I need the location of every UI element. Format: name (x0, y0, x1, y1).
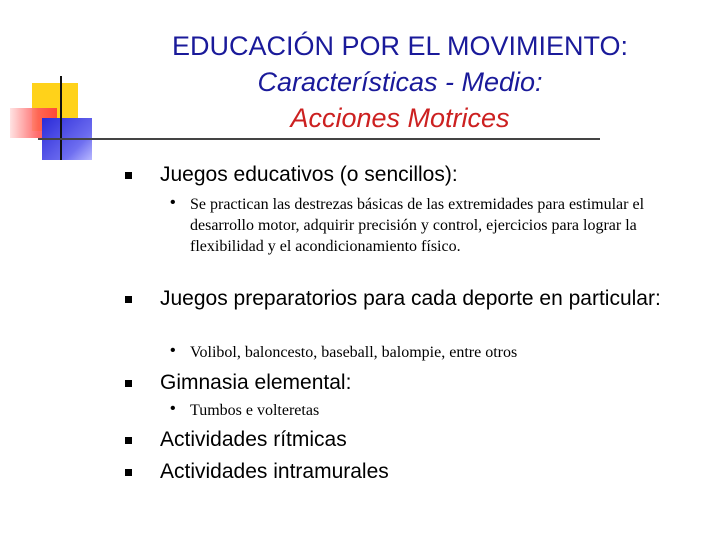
list-item-4: Actividades rítmicas (160, 428, 347, 451)
dot-bullet-icon: • (170, 400, 176, 417)
dot-bullet-icon: • (170, 194, 176, 211)
sub-item-1: Se practican las destrezas básicas de las extremidades para estimular el desarrollo motor, adquirir precisión y control, ejercicios para lograr la flexibilidad y el acondicionamiento físico. (190, 196, 645, 255)
sub-item-3: Tumbos e volteretas (190, 402, 320, 419)
square-bullet-icon (125, 380, 132, 387)
decor-vertical-line (60, 76, 62, 160)
sub-item-2: Volibol, baloncesto, baseball, balompie, entre otros (190, 344, 518, 361)
square-bullet-icon (125, 296, 132, 303)
dot-bullet-icon: • (170, 342, 176, 359)
slide-title (100, 28, 700, 136)
title-line-2: Características - Medio: (257, 67, 543, 97)
title-line-3: Acciones Motrices (290, 103, 510, 133)
decor-horizontal-line (38, 138, 600, 140)
square-bullet-icon (125, 172, 132, 179)
title-line-1: EDUCACIÓN POR EL MOVIMIENTO: (171, 31, 629, 61)
list-item-5: Actividades intramurales (160, 460, 389, 483)
list-item-3: Gimnasia elemental: (160, 371, 352, 394)
list-item-1: Juegos educativos (o sencillos): (160, 163, 458, 186)
square-bullet-icon (125, 437, 132, 444)
list-item-2: Juegos preparatorios para cada deporte en particular: (160, 287, 661, 310)
square-bullet-icon (125, 469, 132, 476)
